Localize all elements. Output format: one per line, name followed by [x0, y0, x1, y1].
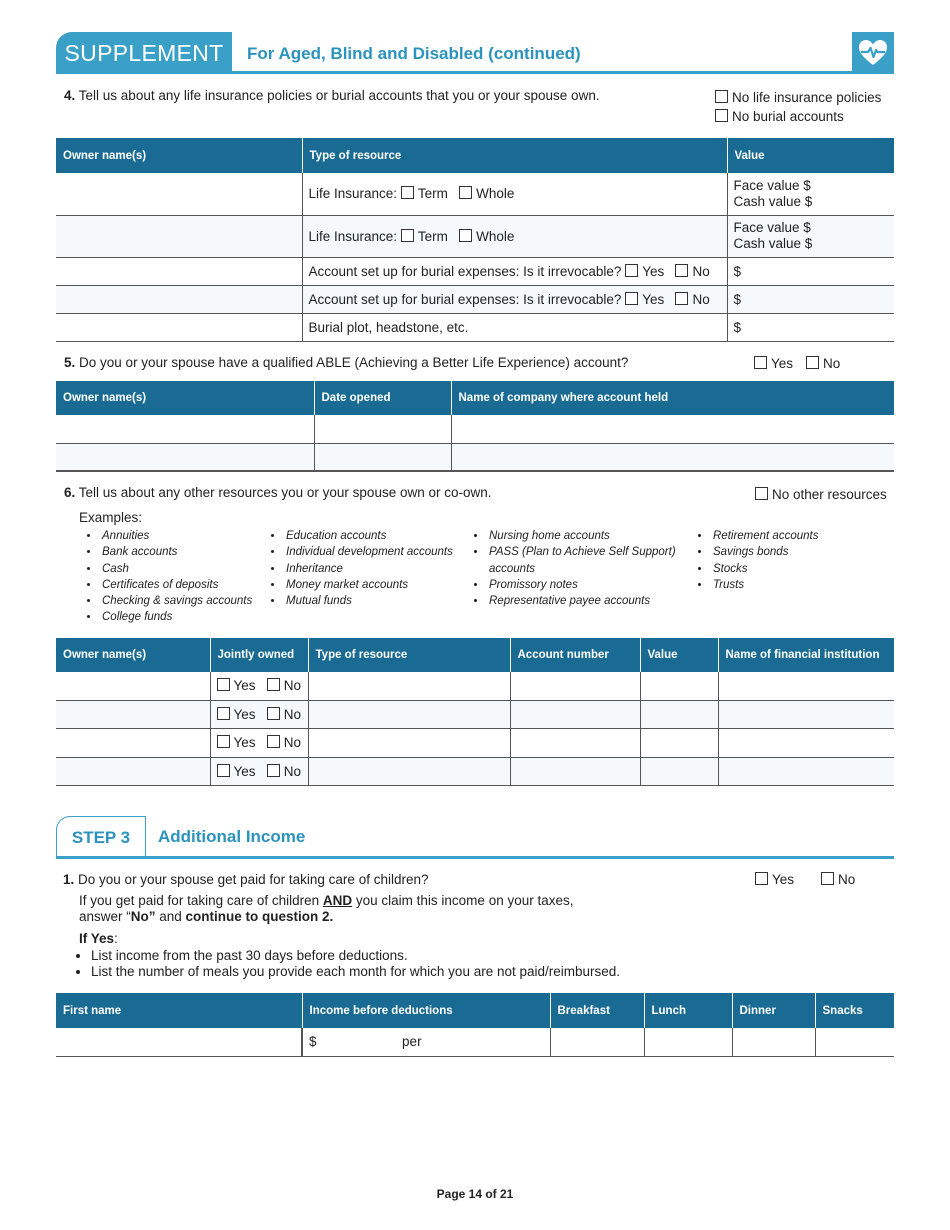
value-cell[interactable] [640, 757, 718, 785]
col-lunch: Lunch [644, 993, 732, 1028]
first-name-cell[interactable] [56, 1028, 302, 1056]
yes-label: Yes [233, 706, 256, 722]
q5-yes-checkbox[interactable] [754, 356, 767, 369]
step3-q1-no-label: No [838, 872, 856, 887]
institution-cell[interactable] [718, 728, 894, 757]
owner-cell[interactable] [56, 257, 302, 285]
account-number-cell[interactable] [510, 700, 640, 728]
no-other-resources-option[interactable] [755, 487, 887, 502]
q4-prompt [64, 88, 600, 103]
value-cell[interactable] [727, 257, 894, 285]
joint-yes-checkbox[interactable] [217, 764, 230, 777]
table-row [56, 313, 894, 341]
if-yes-label [79, 931, 118, 946]
value-cell[interactable] [727, 173, 894, 215]
per-label: per [402, 1034, 422, 1050]
dollar-label: $ [733, 291, 742, 307]
table-row [56, 728, 894, 757]
step3-q1-text: Do you or your spouse get paid for taking care of children? [78, 872, 429, 887]
list-item: • Retirement accounts [711, 528, 877, 544]
list-item: • Trusts [711, 577, 877, 593]
supplement-tab: SUPPLEMENT [56, 32, 232, 74]
jointly-owned-cell [210, 672, 308, 700]
whole-checkbox[interactable] [459, 186, 472, 199]
step3-q1-no-option[interactable] [821, 872, 855, 887]
q4-number: 4. [64, 88, 76, 103]
step3-q1-number: 1. [63, 872, 75, 887]
q5-no-option[interactable] [806, 356, 840, 371]
col-value: Value [727, 138, 894, 173]
no-burial-accounts-checkbox[interactable] [715, 109, 728, 122]
list-item: • College funds [100, 609, 264, 625]
list-item: • List income from the past 30 days before deductions. [91, 948, 879, 964]
owner-cell[interactable] [56, 215, 302, 257]
list-item: • Cash [100, 561, 264, 577]
term-label: Term [417, 228, 448, 244]
date-cell[interactable] [314, 443, 451, 471]
type-cell[interactable] [308, 672, 510, 700]
dollar-label: $ [733, 263, 742, 279]
yes-label: Yes [642, 291, 665, 307]
examples-column-4 [697, 528, 877, 593]
value-cell[interactable] [640, 700, 718, 728]
joint-yes-checkbox[interactable] [217, 707, 230, 720]
list-item: • PASS (Plan to Achieve Self Support) accounts [487, 544, 688, 577]
account-number-cell[interactable] [510, 757, 640, 785]
list-item: • Stocks [711, 561, 877, 577]
list-item: • Mutual funds [284, 593, 470, 609]
owner-cell[interactable] [56, 173, 302, 215]
irrevocable-no-checkbox[interactable] [675, 264, 688, 277]
note-and: AND [322, 893, 353, 908]
institution-cell[interactable] [718, 672, 894, 700]
q5-no-checkbox[interactable] [806, 356, 819, 369]
type-cell[interactable] [308, 757, 510, 785]
no-other-resources-checkbox[interactable] [755, 487, 768, 500]
page-number: Page 14 of 21 [436, 1187, 514, 1201]
if-yes-colon: : [114, 931, 118, 946]
institution-cell[interactable] [718, 757, 894, 785]
joint-yes-checkbox[interactable] [217, 735, 230, 748]
account-number-cell[interactable] [510, 672, 640, 700]
date-cell[interactable] [314, 415, 451, 443]
no-burial-accounts-option[interactable] [715, 109, 844, 124]
col-dinner: Dinner [732, 993, 815, 1028]
table-row [56, 757, 894, 785]
jointly-owned-cell [210, 700, 308, 728]
table-row [56, 415, 894, 443]
jointly-owned-cell [210, 728, 308, 757]
owner-cell[interactable] [56, 443, 314, 471]
no-burial-accounts-label: No burial accounts [732, 109, 844, 124]
value-cell[interactable] [727, 313, 894, 341]
other-resources-table [56, 638, 894, 786]
col-type-of-resource: Type of resource [308, 638, 510, 672]
col-owner-names: Owner name(s) [56, 138, 302, 173]
table-row [56, 173, 894, 215]
step3-q1-yes-label: Yes [772, 872, 795, 887]
page-subtitle: For Aged, Blind and Disabled (continued) [247, 44, 581, 63]
life-insurance-label: Life Insurance: [308, 186, 398, 202]
examples-column-3 [473, 528, 688, 609]
q6-number: 6. [64, 485, 76, 500]
owner-cell[interactable] [56, 672, 210, 700]
step-rule [56, 856, 894, 859]
note-text: you claim this income on your taxes, [352, 893, 574, 908]
col-company-name: Name of company where account held [451, 381, 894, 415]
col-jointly-owned: Jointly owned [210, 638, 308, 672]
breakfast-cell[interactable] [550, 1028, 644, 1056]
col-owner-names: Owner name(s) [56, 381, 314, 415]
examples-column-1 [86, 528, 264, 626]
note-continue: continue to question 2. [185, 909, 334, 924]
jointly-owned-cell [210, 757, 308, 785]
table-row [56, 215, 894, 257]
dollar-label: $ [309, 1034, 317, 1050]
face-value-label: Face value $ [733, 177, 811, 193]
header-rule [56, 71, 894, 74]
type-cell[interactable] [308, 728, 510, 757]
yes-label: Yes [233, 678, 256, 694]
table-row [56, 443, 894, 471]
q5-text: Do you or your spouse have a qualified ABLE (Achieving a Better Life Experience) account? [79, 355, 629, 370]
account-number-cell[interactable] [510, 728, 640, 757]
list-item: • Education accounts [284, 528, 470, 544]
col-owner-names: Owner name(s) [56, 638, 210, 672]
no-life-insurance-option[interactable] [715, 90, 881, 105]
institution-cell[interactable] [718, 700, 894, 728]
col-first-name: First name [56, 993, 302, 1028]
q4-text: Tell us about any life insurance policies or burial accounts that you or your spouse own. [78, 88, 600, 103]
step3-q1-no-checkbox[interactable] [821, 872, 834, 885]
table-row [56, 1028, 894, 1056]
q5-no-label: No [823, 356, 841, 371]
no-label: No [283, 706, 302, 722]
dinner-cell[interactable] [732, 1028, 815, 1056]
value-cell[interactable] [727, 215, 894, 257]
irrevocable-no-checkbox[interactable] [675, 292, 688, 305]
burial-plot-label: Burial plot, headstone, etc. [308, 319, 469, 335]
life-insurance-label: Life Insurance: [308, 228, 398, 244]
no-label: No [692, 291, 710, 307]
list-item: • Promissory notes [487, 577, 688, 593]
able-account-table [56, 381, 894, 472]
joint-no-checkbox[interactable] [267, 707, 280, 720]
step3-q1-yes-checkbox[interactable] [755, 872, 768, 885]
table-row [56, 285, 894, 313]
life-insurance-table [56, 138, 894, 342]
if-yes-list [79, 948, 879, 980]
table-row [56, 700, 894, 728]
list-item: • Inheritance [284, 561, 470, 577]
list-item: • Bank accounts [100, 544, 264, 560]
lunch-cell[interactable] [644, 1028, 732, 1056]
col-date-opened: Date opened [314, 381, 451, 415]
col-value: Value [640, 638, 718, 672]
table-row [56, 257, 894, 285]
cash-value-label: Cash value $ [733, 193, 813, 209]
type-cell [302, 285, 727, 313]
examples-label: Examples: [79, 510, 143, 525]
list-item: • Representative payee accounts [487, 593, 688, 609]
whole-checkbox[interactable] [459, 229, 472, 242]
list-item: • Checking & savings accounts [100, 593, 264, 609]
burial-account-label: Account set up for burial expenses: Is it irrevocable? [308, 291, 622, 307]
owner-cell[interactable] [56, 313, 302, 341]
income-cell[interactable] [302, 1028, 550, 1056]
col-breakfast: Breakfast [550, 993, 644, 1028]
q5-yes-label: Yes [771, 356, 794, 371]
col-income-before-deductions: Income before deductions [302, 993, 550, 1028]
note-text: If you get paid for taking care of children [79, 893, 323, 908]
step3-q1-yes-option[interactable] [755, 872, 794, 887]
step-3-tab: STEP 3 [56, 816, 146, 858]
no-label: No [283, 763, 302, 779]
table-row [56, 672, 894, 700]
q6-prompt [64, 485, 492, 500]
list-item: • Nursing home accounts [487, 528, 688, 544]
list-item: • Savings bonds [711, 544, 877, 560]
dollar-label: $ [733, 319, 742, 335]
owner-cell[interactable] [56, 700, 210, 728]
step-3-title: Additional Income [158, 827, 306, 846]
note-no: No” [130, 909, 156, 924]
no-label: No [283, 678, 302, 694]
no-life-insurance-checkbox[interactable] [715, 90, 728, 103]
whole-label: Whole [476, 228, 515, 244]
joint-no-checkbox[interactable] [267, 735, 280, 748]
list-item: • Individual development accounts [284, 544, 470, 560]
burial-account-label: Account set up for burial expenses: Is it irrevocable? [308, 263, 622, 279]
value-cell[interactable] [727, 285, 894, 313]
owner-cell[interactable] [56, 757, 210, 785]
heartbeat-icon [852, 32, 894, 74]
q6-text: Tell us about any other resources you or your spouse own or co-own. [78, 485, 492, 500]
joint-yes-checkbox[interactable] [217, 678, 230, 691]
list-item: • Certificates of deposits [100, 577, 264, 593]
joint-no-checkbox[interactable] [267, 678, 280, 691]
yes-label: Yes [233, 735, 256, 750]
value-cell[interactable] [640, 672, 718, 700]
owner-cell[interactable] [56, 285, 302, 313]
list-item: • List the number of meals you provide each month for which you are not paid/reimbursed. [91, 964, 879, 980]
q5-yes-option[interactable] [754, 356, 793, 371]
type-cell[interactable] [308, 700, 510, 728]
face-value-label: Face value $ [733, 220, 811, 235]
if-yes-text: If Yes [79, 931, 115, 946]
examples-column-2 [270, 528, 470, 609]
term-checkbox[interactable] [401, 186, 414, 199]
type-cell [302, 215, 727, 257]
type-cell [302, 313, 727, 341]
joint-no-checkbox[interactable] [267, 764, 280, 777]
term-label: Term [417, 186, 448, 202]
col-account-number: Account number [510, 638, 640, 672]
irrevocable-yes-checkbox[interactable] [625, 292, 638, 305]
col-type-of-resource: Type of resource [302, 138, 727, 173]
irrevocable-yes-checkbox[interactable] [625, 264, 638, 277]
col-financial-institution: Name of financial institution [718, 638, 894, 672]
type-cell [302, 173, 727, 215]
type-cell [302, 257, 727, 285]
step3-q1-prompt [63, 872, 428, 887]
whole-label: Whole [476, 186, 515, 202]
no-label: No [692, 263, 710, 279]
col-snacks: Snacks [815, 993, 894, 1028]
yes-label: Yes [233, 763, 256, 779]
owner-cell[interactable] [56, 415, 314, 443]
list-item: • Money market accounts [284, 577, 470, 593]
company-cell[interactable] [451, 443, 894, 471]
note-text: answer “ [79, 909, 131, 924]
no-label: No [283, 735, 302, 750]
no-life-insurance-label: No life insurance policies [732, 90, 882, 105]
cash-value-label: Cash value $ [733, 236, 813, 251]
list-item: • Annuities [100, 528, 264, 544]
q5-prompt [64, 355, 628, 370]
owner-cell[interactable] [56, 728, 210, 757]
value-cell[interactable] [640, 728, 718, 757]
note-text: and [155, 909, 186, 924]
snacks-cell[interactable] [815, 1028, 894, 1056]
term-checkbox[interactable] [401, 229, 414, 242]
company-cell[interactable] [451, 415, 894, 443]
yes-label: Yes [642, 263, 665, 279]
no-other-resources-label: No other resources [772, 487, 887, 502]
child-care-income-table [56, 993, 894, 1057]
step3-q1-note [79, 893, 574, 925]
q5-number: 5. [64, 355, 76, 370]
